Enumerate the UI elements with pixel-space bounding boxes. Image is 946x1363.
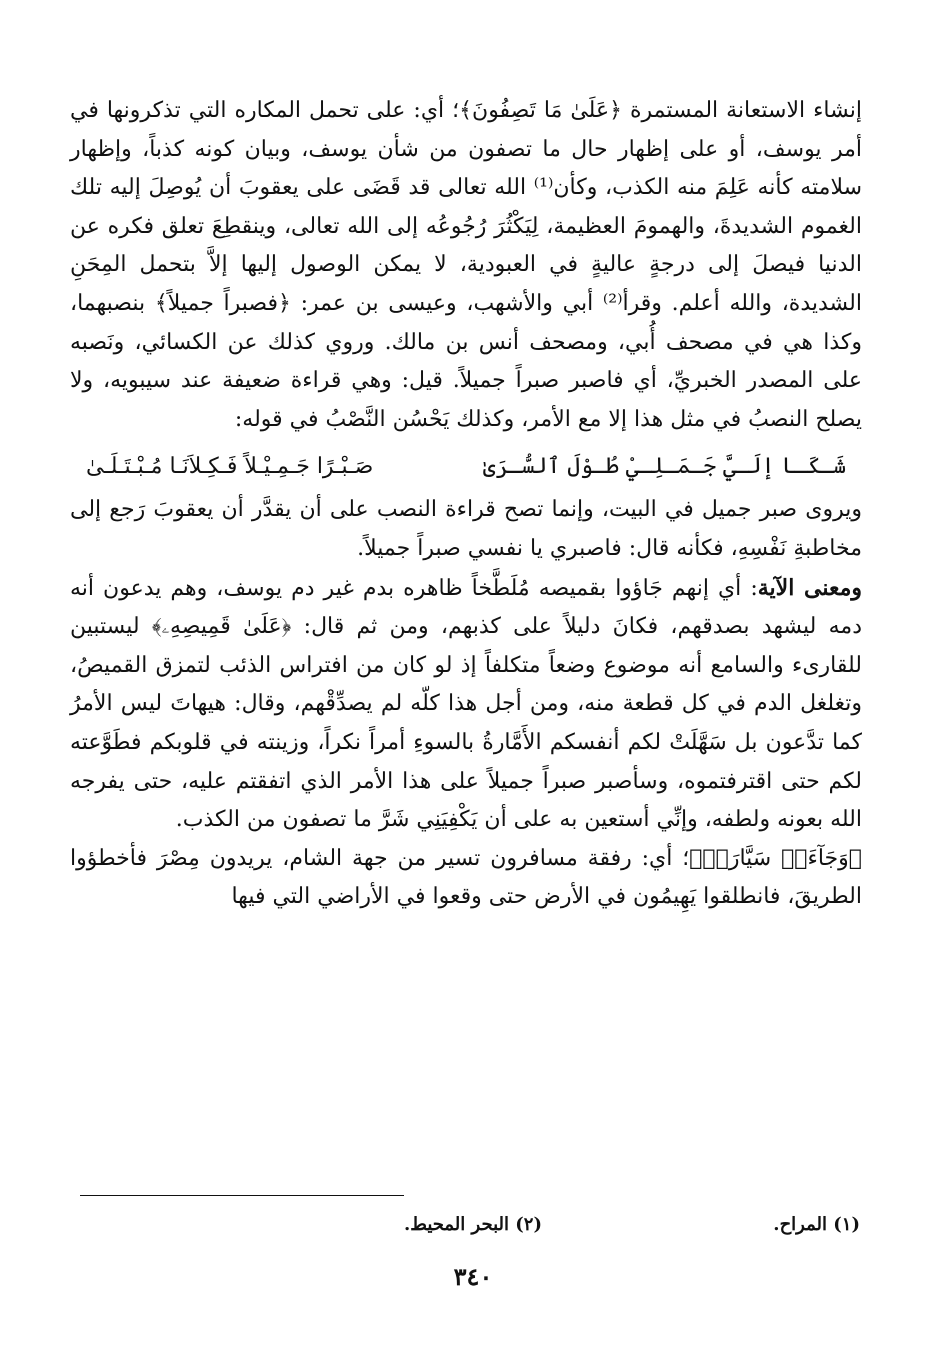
page-body [70, 92, 862, 917]
footnote-separator [80, 1195, 404, 1196]
page-number: ٣٤٠ [453, 1262, 493, 1291]
paragraph-1: إنشاء الاستعانة المستمرة ﴿عَلَىٰ مَا تَصِفُونَ﴾؛ أي: على تحمل المكاره التي تذكرونها في أمر يوسف، أو على إظهار حال ما تصفون من شأن يوسف، وبيان كونه كذباً، وإظهار سلامته كأنه عَلِمَ منه الكذب، وكأن⁽¹⁾ الله تعالى قد قَضَى على يعقوبَ أن يُوصِلَ إليه تلك الغموم الشديدةَ، والهمومَ العظيمة، لِيَكْثُرَ رُجُوعُه إلى الله تعالى، وينقطِعَ تعلق فكره عن الدنيا فيصلَ إلى درجةٍ عاليةٍ في العبودية، لا يمكن الوصول إليها إلاَّ بتحمل المِحَنِ الشديدة، والله أعلم. وقرأ⁽²⁾ أبي والأشهب، وعيسى بن عمر: ﴿فصبراً جميلاً﴾ بنصبهما، وكذا هي في مصحف أُبي، ومصحف أنس بن مالك. وروي كذلك عن الكسائي، ونَصبه على المصدر الخبريِّ، أي فاصبر صبراً جميلاً. قيل: وهي قراءة ضعيفة عند سيبويه، ولا يصلح النصبُ في مثل هذا إلا مع الأمر، وكذلك يَحْسُن النَّصْبُ في قوله: [70, 98, 863, 432]
poetry-verse [86, 447, 846, 487]
paragraph-3-lead: ومعنى الآية [757, 574, 862, 601]
paragraph-4: ﴿وَجَآءَتۡ سَيَّارَةٞ﴾؛ أي: رفقة مسافرون تسير من جهة الشام، يريدون مِصْرَ فأخطؤوا الطريقَ، فانطلقوا يَهِيمُون في الأرض حتى وقعوا في الأراضي التي فيها [70, 845, 862, 910]
footnotes [80, 1214, 860, 1235]
verse-first-hemistich: شَـكَـا إلَـيَّ جَـمَـلِـيْ طُـوْلَ ٱلسُّـرَىٰ [482, 454, 846, 480]
footnote-1: (١) المراح. [773, 1214, 860, 1235]
paragraph-3-text: : أي إنهم جَاؤوا بقميصه مُلَطَّخاً ظاهره بدم غير دم يوسف، وهم يدعون أنه دمه ليشهد بصدقهم، فكانَ دليلاً على كذبهم، ومن ثم قال: ﴿عَلَىٰ قَمِيصِهِۦ﴾ ليستبين للقارىء والسامع أنه موضوع وضعاً متكلفاً إذ لو كان من افتراس الذئب لتمزق القميصُ، وتغلغل الدم في كل قطعة منه، ومن أجل هذا كلّه لم يصدِّقْهم، وقال: هيهاتَ ليس الأمرُ كما تدَّعون بل سَهَّلَتْ لكم أنفسكم الأَمَّارةُ بالسوءِ أمراً نكراً، وزينته في قلوبكم فطَوَّعته لكم حتى اقترفتموه، وسأصبر صبراً جميلاً على هذا الأمر الذي اتفقتم عليه، حتى يفرجه الله بعونه ولطفه، وإنِّي أستعين به على أن يَكْفِيَنِي شَرَّ ما تصفون من الكذب. [70, 575, 862, 833]
paragraph-3 [70, 569, 862, 840]
verse-second-hemistich: صَـبْـرًا جَـمِـيْـلاً فَـكِـلاَنَـا مُـبْـتَـلَـىٰ [86, 454, 374, 480]
paragraph-2: ويروى صبر جميل في البيت، وإنما تصح قراءة النصب على أن يقدَّر أن يعقوبَ رَجع إلى مخاطبةِ نَفْسِهِ، فكأنه قال: فاصبري يا نفسي صبراً جميلاً. [70, 497, 862, 561]
footnote-2: (٢) البحر المحيط. [403, 1214, 542, 1235]
